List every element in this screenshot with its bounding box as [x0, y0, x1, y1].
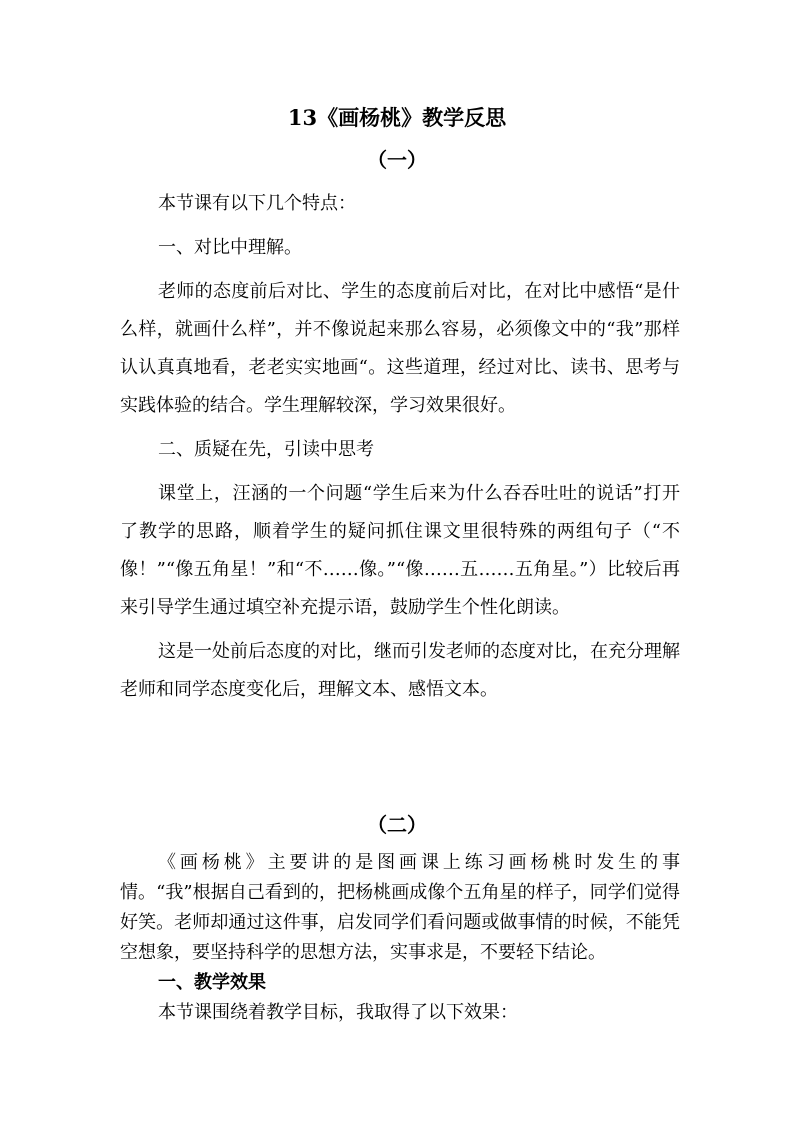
part2-heading: （二） [367, 813, 427, 837]
part2-body [120, 848, 680, 1028]
paragraph: 本节课围绕着教学目标，我取得了以下效果： [158, 1002, 518, 1023]
paragraph: 本节课有以下几个特点： [158, 193, 356, 214]
section-heading: 一、教学效果 [158, 972, 266, 993]
document-title: 13《画杨桃》教学反思 [287, 105, 507, 130]
part1-heading: （一） [367, 148, 427, 172]
section-heading: 二、质疑在先，引读中思考 [158, 439, 374, 460]
paragraph: 课堂上，汪涵的一个问题“学生后来为什么吞吞吐吐的说话”打开了教学的思路，顺着学生的疑问抓住课文里很特殊的两组句子（“不像！”“像五角星！”和“不……像。”“像……五……五角星。”）比较后再来引导学生通过填空补充提示语，鼓励学生个性化朗读。 [120, 483, 680, 618]
section-heading: 一、对比中理解。 [158, 237, 302, 258]
paragraph: 《画杨桃》主要讲的是图画课上练习画杨桃时发生的事情。“我”根据自己看到的，把杨桃画成像个五角星的样子，同学们觉得好笑。老师却通过这件事，启发同学们看问题或做事情的时候，不能凭空想象，要坚持科学的思想方法，实事求是，不要轻下结论。 [120, 852, 680, 963]
paragraph: 老师的态度前后对比、学生的态度前后对比，在对比中感悟“是什么样，就画什么样”，并不像说起来那么容易，必须像文中的“我”那样认认真真地看，老老实实地画“。这些道理，经过对比、读书、思考与实践体验的结合。学生理解较深，学习效果很好。 [120, 281, 680, 416]
part1-body [120, 185, 680, 709]
paragraph: 这是一处前后态度的对比，继而引发老师的态度对比，在充分理解老师和同学态度变化后，理解文本、感悟文本。 [120, 641, 680, 700]
